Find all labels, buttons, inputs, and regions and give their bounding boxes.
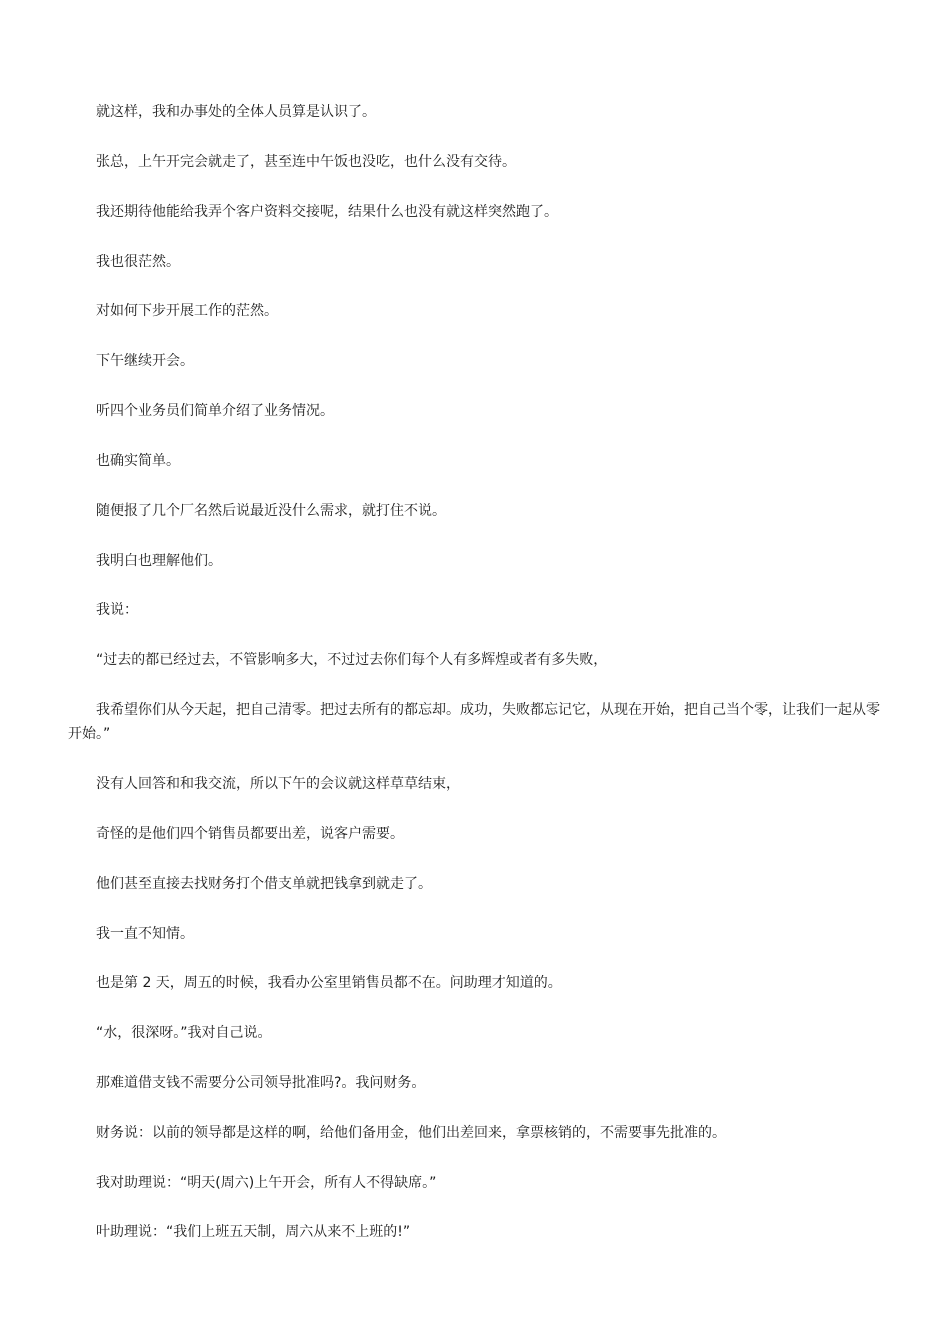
paragraph: 那难道借支钱不需要分公司领导批准吗?。我问财务。 — [96, 1075, 426, 1091]
paragraph: 财务说：以前的领导都是这样的啊，给他们备用金，他们出差回来，拿票核销的，不需要事先批准的。 — [96, 1125, 726, 1141]
paragraph: 奇怪的是他们四个销售员都要出差，说客户需要。 — [96, 826, 404, 842]
paragraph: 对如何下步开展工作的茫然。 — [96, 303, 278, 319]
paragraph: 我一直不知情。 — [96, 926, 194, 942]
paragraph: 下午继续开会。 — [96, 353, 194, 369]
paragraph: 也确实简单。 — [96, 453, 180, 469]
paragraph: “水，很深呀。”我对自己说。 — [96, 1025, 272, 1041]
paragraph: 我也很茫然。 — [96, 254, 180, 270]
paragraph: 听四个业务员们简单介绍了业务情况。 — [96, 403, 334, 419]
paragraph: 没有人回答和和我交流，所以下午的会议就这样草草结束， — [96, 776, 460, 792]
paragraph: 我还期待他能给我弄个客户资料交接呢，结果什么也没有就这样突然跑了。 — [96, 204, 558, 220]
paragraph: 他们甚至直接去找财务打个借支单就把钱拿到就走了。 — [96, 876, 432, 892]
paragraph: 我说： — [96, 602, 138, 618]
paragraph: 随便报了几个厂名然后说最近没什么需求，就打住不说。 — [96, 503, 446, 519]
paragraph: 我明白也理解他们。 — [96, 553, 222, 569]
paragraph: “过去的都已经过去，不管影响多大，不过过去你们每个人有多辉煌或者有多失败， — [96, 652, 608, 668]
paragraph: 就这样，我和办事处的全体人员算是认识了。 — [96, 104, 376, 120]
paragraph: 也是第 2 天，周五的时候，我看办公室里销售员都不在。问助理才知道的。 — [96, 975, 562, 991]
paragraph: 叶助理说：“我们上班五天制，周六从来不上班的!” — [96, 1224, 411, 1240]
paragraph: 我对助理说：“明天(周六)上午开会，所有人不得缺席。” — [96, 1175, 437, 1191]
paragraph: 我希望你们从今天起，把自己清零。把过去所有的都忘却。成功，失败都忘记它，从现在开始，把自己当个零，让我们一起从零开始。” — [68, 702, 880, 742]
paragraph: 张总，上午开完会就走了，甚至连中午饭也没吃，也什么没有交待。 — [96, 154, 516, 170]
